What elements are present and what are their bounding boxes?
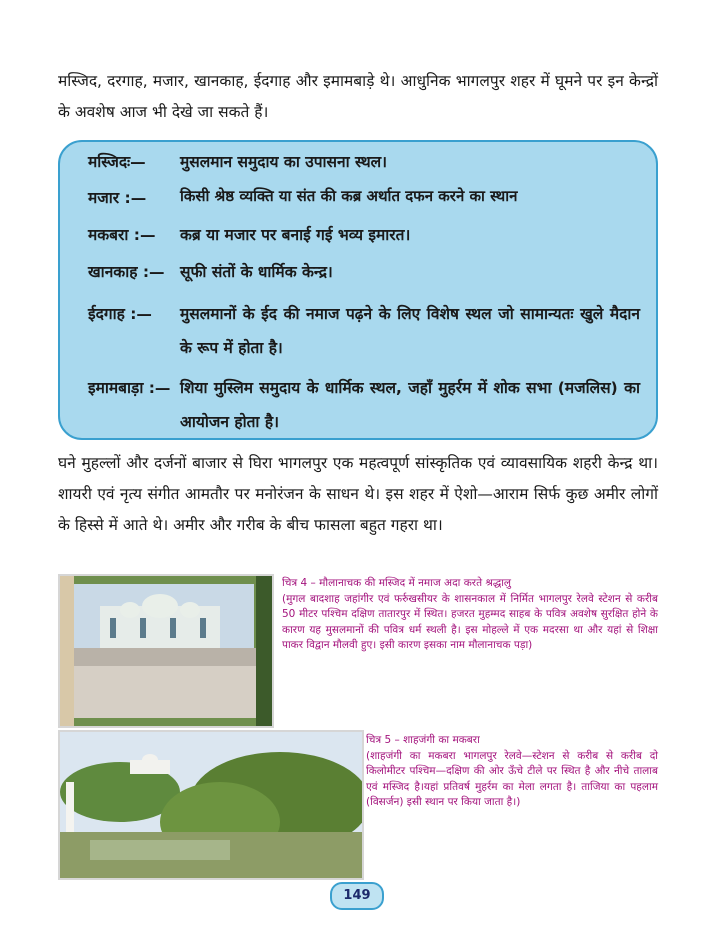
definition-text: शिया मुस्लिम समुदाय के धार्मिक स्थल, जहाँ मुहर्रम में शोक सभा (मजलिस) का आयोजन होता है। [180, 379, 640, 431]
definitions-list [88, 150, 648, 439]
tomb-landscape-illustration [60, 732, 362, 878]
definition-text: किसी श्रेष्ठ व्यक्ति या संत की कब्र अर्थात दफन करने का स्थान [180, 187, 518, 205]
definition-row [88, 150, 648, 186]
definition-text: मुसलमानों के ईद की नमाज पढ़ने के लिए विशेष स्थल जो सामान्यतः खुले मैदान के रूप में होता है। [180, 305, 640, 357]
definition-term: मजार :— [88, 189, 147, 207]
figure-4-caption [282, 576, 658, 654]
definition-term: इमामबाड़ा :— [88, 379, 171, 397]
definition-row [88, 260, 648, 297]
definition-row [88, 223, 648, 260]
definition-row [88, 186, 648, 223]
mosque-prayer-photo [58, 574, 274, 728]
definition-term: ईदगाह :— [88, 305, 152, 323]
shahjangi-tomb-photo [58, 730, 364, 880]
definition-text: मुसलमान समुदाय का उपासना स्थल। [180, 153, 388, 171]
figure-4-title: चित्र 4 – मौलानाचक की मस्जिद में नमाज अदा करते श्रद्धालु [282, 577, 512, 589]
figure-5-text: (शाहजंगी का मकबरा भागलपुर रेलवे—स्टेशन से करीब से करीब दो किलोमीटर पश्चिम—दक्षिण की ओर ऊँचे टीले पर स्थित है और नीचे तालाब एवं मस्जिद है।यहां प्रतिवर्ष मुहर्रम का मेला लगता है। ताजिया का पहलाम (विसर्जन) इसी स्थान पर किया जाता है।) [366, 749, 658, 808]
figure-4-text: (मुगल बादशाह जहांगीर एवं फर्रुखसीयर के शासनकाल में निर्मित भागलपुर रेलवे स्टेशन से करीब 50 मीटर पश्चिम दक्षिण तातारपुर में स्थित। हजरत मुहम्मद साहब के पवित्र अवशेष सुरक्षित होने के कारण यह मुसलमानों की पवित्र धर्म स्थली है। इस मोहल्ले में एक मदरसा था और यहां से शिक्षा पाकर विद्वान मौलवी हुए। इसी कारण इसका नाम मौलानाचक पड़ा) [282, 592, 658, 651]
definition-term: मकबरा :— [88, 226, 156, 244]
figure-5-caption [366, 733, 658, 811]
mosque-prayer-illustration [60, 576, 272, 726]
definition-text: कब्र या मजार पर बनाई गई भव्य इमारत। [180, 226, 411, 244]
definition-row [88, 371, 648, 439]
definition-text: सूफी संतों के धार्मिक केन्द्र। [180, 263, 333, 281]
figure-5-title: चित्र 5 – शाहजंगी का मकबरा [366, 734, 480, 746]
definition-row [88, 297, 648, 371]
definition-term: मस्जिदः— [88, 153, 146, 171]
definition-term: खानकाह :— [88, 263, 165, 281]
body-paragraph: घने मुहल्लों और दर्जनों बाजार से घिरा भागलपुर एक महत्वपूर्ण सांस्कृतिक एवं व्यावसायिक शहरी केन्द्र था। शायरी एवं नृत्य संगीत आमतौर पर मनोरंजन के साधन थे। इस शहर में ऐशो—आराम सिर्फ कुछ अमीर लोगों के हिस्से में आते थे। अमीर और गरीब के बीच फासला बहुत गहरा था। [58, 454, 658, 534]
page-number: 149 [330, 882, 384, 910]
intro-paragraph: मस्जिद, दरगाह, मजार, खानकाह, ईदगाह और इमामबाड़े थे। आधुनिक भागलपुर शहर में घूमने पर इन केन्द्रों के अवशेष आज भी देखे जा सकते हैं। [58, 72, 658, 121]
